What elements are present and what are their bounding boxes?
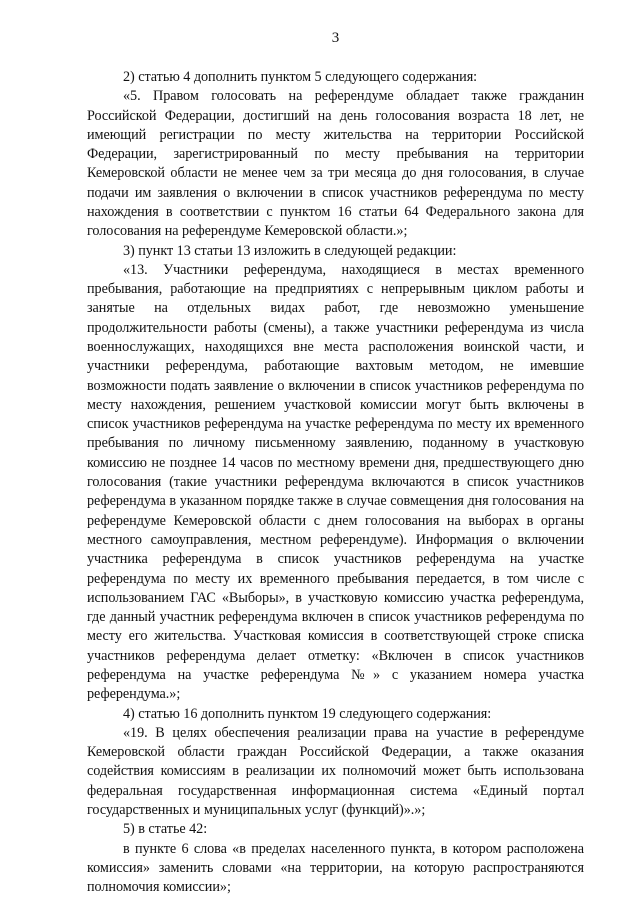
paragraph-item-2-heading: 2) статью 4 дополнить пунктом 5 следующего содержания: <box>123 69 478 85</box>
paragraph-item-4-heading: 4) статью 16 дополнить пунктом 19 следующего содержания: <box>123 705 492 722</box>
page-number: 3 <box>331 30 340 46</box>
paragraph-item-3-heading: 3) пункт 13 статьи 13 изложить в следующей редакции: <box>123 242 457 259</box>
paragraph-item-19-text: «19. В целях обеспечения реализации права на участие в референдуме Кемеровской области граждан Российской Федерации, а также оказания содействия комиссиям в реализации их полномочий может быть использована федеральная государственная информационная система «Единый портал государственных и муниципальных услуг (функций)».»; <box>87 724 584 818</box>
document-page <box>87 28 584 897</box>
paragraph-item-5-heading: 5) в статье 42: <box>123 821 208 838</box>
paragraph-item-5-text: «5. Правом голосовать на референдуме обладает также гражданин Российской Федерации, достигший на день голосования возраста 18 лет, не имеющий регистрации по месту жительства на территории Российской Федерации, зарегистрированный по месту пребывания на территории Кемеровской области не менее чем за три месяца до дня голосования, в случае подачи им заявления о включении в список участников референдума по месту нахождения в соответствии с пунктом 16 статьи 64 Федерального закона для голосования на референдуме Кемеровской области.»; <box>87 88 584 240</box>
paragraph-article-42-text: в пункте 6 слова «в пределах населенного пункта, в котором расположена комиссия» заменить словами «на территории, на которую распространяются полномочия комиссии»; <box>87 840 584 896</box>
paragraph-item-13-text: «13. Участники референдума, находящиеся в местах временного пребывания, работающие на предприятиях с непрерывным циклом работы и занятые на отдельных видах работ, где невозможно уменьшение продолжительности работы (смены), а также участники референдума из числа военнослужащих, находящихся вне места расположения воинской части, и участники референдума, работающие вахтовым методом, не имевшие возможности подать заявление о включении в список участников референдума по месту нахождения, решением участковой комиссии могут быть включены в список участников референдума на участке референдума по месту их временного пребывания по личному письменному заявлению, поданному в участковую комиссию не позднее 14 часов по местному времени дня, предшествующего дню голосования (такие участники референдума включаются в список участников референдума в указанном порядке также в случае совмещения дня голосования на референдуме Кемеровской области с днем голосования на выборах в органы местного самоуправления, местном референдуме). Информация о включении участника референдума в список участников референдума на участке референдума по месту их временного пребывания передается, в том числе с использованием ГАС «Выборы», в участковую комиссию участка референдума, где данный участник референдума включен в список участников референдума по месту его жительства. Участковая комиссия в соответствующей строке списка участников референдума делает отметку: «Включен в список участников референдума на участке референдума №» с указанием номера участка референдума.»; <box>87 261 584 703</box>
